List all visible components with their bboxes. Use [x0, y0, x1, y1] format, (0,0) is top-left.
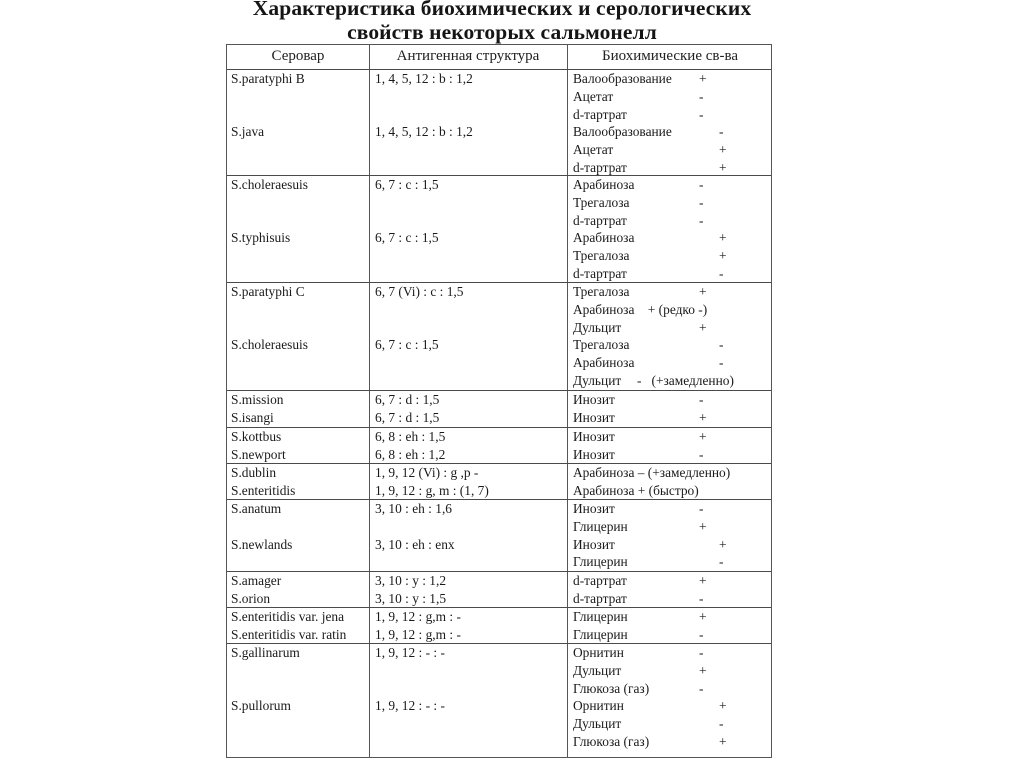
test-result: + [719, 733, 727, 749]
antigen-structure: 1, 9, 12 : g,m : - [375, 626, 461, 642]
biochemical-test [573, 319, 769, 337]
test-name: Дульцит [573, 662, 622, 678]
test-result: - [719, 265, 724, 281]
biochemical-test [573, 212, 769, 230]
test-name: Трегалоза [573, 194, 630, 210]
biochemical-test [573, 265, 769, 283]
header-serovar: Серовар [271, 48, 325, 64]
antigen-structure: 6, 7 : d : 1,5 [375, 409, 440, 425]
biochemical-list [573, 572, 769, 590]
serovar-name: S.dublin [231, 465, 277, 480]
biochemical-test [573, 283, 769, 301]
test-result: - [699, 177, 704, 192]
title-line-1: Характеристика биохимических и серологических [252, 0, 752, 20]
biochemical-test [573, 88, 769, 106]
test-result: - (+замедленно) [637, 372, 734, 388]
test-result: - [719, 554, 724, 570]
biochemical-list [573, 644, 769, 697]
antigen-structure: 6, 7 : c : 1,5 [375, 337, 439, 353]
test-name: Орнитин [573, 698, 624, 714]
test-result: + [719, 698, 727, 714]
test-name: Глюкоза (газ) [573, 680, 650, 696]
test-result: + [699, 573, 707, 588]
test-name: d-тартрат [573, 590, 627, 606]
test-result: - [719, 355, 724, 371]
test-result: - [699, 446, 704, 462]
test-result: + [699, 609, 707, 624]
biochemical-test [573, 194, 769, 212]
test-name: Арабиноза [573, 177, 635, 192]
biochemical-list [573, 500, 769, 536]
biochemical-test [573, 123, 769, 141]
biochemical-list [573, 428, 769, 446]
biochemical-list [573, 608, 769, 626]
biochemical-list [573, 697, 769, 750]
biochemical-test [573, 518, 769, 536]
antigen-structure: 1, 9, 12 : g, m : (1, 7) [375, 482, 489, 498]
serovar-name: S.mission [231, 392, 284, 407]
biochemical-test [573, 572, 769, 590]
biochemical-test [573, 482, 769, 500]
antigen-structure: 6, 7 : c : 1,5 [375, 230, 439, 246]
biochemical-test [573, 553, 769, 571]
test-name: Глицерин [573, 626, 628, 642]
biochemical-test [573, 354, 769, 372]
biochemical-list [573, 536, 769, 572]
antigen-structure: 1, 4, 5, 12 : b : 1,2 [375, 71, 473, 86]
test-name: Трегалоза [573, 284, 630, 299]
test-result: + [699, 71, 707, 86]
test-name: Трегалоза [573, 337, 630, 353]
biochemical-test [573, 536, 769, 554]
test-result: + [699, 284, 707, 299]
antigen-structure: 1, 9, 12 : g,m : - [375, 609, 461, 624]
biochemical-test [573, 464, 769, 482]
biochemical-list [573, 409, 769, 427]
biochemical-test [573, 662, 769, 680]
biochemical-list [573, 336, 769, 389]
test-result: - [699, 194, 704, 210]
salmonella-properties-table [226, 44, 772, 758]
test-name: Инозит [573, 392, 615, 407]
test-result: - [719, 716, 724, 732]
test-name: Валообразование [573, 124, 672, 140]
test-name: Дульцит [573, 319, 622, 335]
header-biochemical-properties: Биохимические св-ва [601, 48, 739, 64]
document-title [0, 0, 1004, 44]
serovar-name: S.choleraesuis [231, 337, 308, 353]
biochemical-test [573, 428, 769, 446]
test-name: Дульцит [573, 716, 622, 732]
test-name: Глицерин [573, 518, 628, 534]
biochemical-test [573, 446, 769, 464]
serovar-name: S.newlands [231, 536, 293, 552]
biochemical-test [573, 301, 769, 319]
test-name: Арабиноза [573, 355, 635, 371]
serovar-name: S.enteritidis [231, 482, 296, 498]
test-name: Трегалоза [573, 248, 630, 264]
test-result: - [699, 88, 704, 104]
test-name: Ацетат [573, 88, 614, 104]
biochemical-test [573, 372, 769, 390]
test-name: Глюкоза (газ) [573, 733, 650, 749]
test-result: + [699, 518, 707, 534]
test-name: d-тартрат [573, 573, 627, 588]
biochemical-test [573, 697, 769, 715]
biochemical-test [573, 229, 769, 247]
biochemical-list [573, 70, 769, 123]
serovar-name: S.choleraesuis [231, 177, 308, 192]
antigen-structure: 3, 10 : y : 1,5 [375, 590, 447, 606]
biochemical-test [573, 715, 769, 733]
test-name: Ацетат [573, 142, 614, 158]
test-name: Дульцит [573, 372, 622, 388]
biochemical-test [573, 106, 769, 124]
antigen-structure: 6, 8 : eh : 1,2 [375, 446, 446, 462]
antigen-structure: 1, 4, 5, 12 : b : 1,2 [375, 124, 473, 140]
test-result: - [699, 645, 704, 660]
test-result: + [699, 319, 707, 335]
biochemical-list [573, 464, 769, 482]
antigen-structure: 6, 7 : c : 1,5 [375, 177, 439, 192]
biochemical-test [573, 391, 769, 409]
test-name: Арабиноза + (быстро) [573, 482, 699, 498]
test-result: - [699, 106, 704, 122]
test-result: - [719, 337, 724, 353]
serovar-name: S.amager [231, 573, 282, 588]
test-name: Орнитин [573, 645, 624, 660]
biochemical-test [573, 644, 769, 662]
serovar-name: S.enteritidis var. ratin [231, 626, 347, 642]
biochemical-test [573, 608, 769, 626]
test-result: + [719, 536, 727, 552]
biochemical-list [573, 229, 769, 282]
test-name: Арабиноза – (+замедленно) [573, 465, 731, 480]
test-result: + [719, 248, 727, 264]
biochemical-list [573, 482, 769, 500]
biochemical-test [573, 409, 769, 427]
biochemical-list [573, 176, 769, 229]
test-name: Арабиноза + (редко -) [573, 301, 708, 317]
antigen-structure: 1, 9, 12 : - : - [375, 698, 445, 714]
test-result: - [699, 590, 704, 606]
test-name: Глицерин [573, 609, 628, 624]
biochemical-test [573, 70, 769, 88]
column-divider [369, 45, 370, 757]
serovar-name: S.paratyphi C [231, 284, 305, 299]
test-result: + [719, 142, 727, 158]
column-divider [567, 45, 568, 757]
serovar-name: S.kottbus [231, 429, 282, 444]
serovar-name: S.orion [231, 590, 271, 606]
test-result: + [719, 230, 727, 246]
test-name: d-тартрат [573, 265, 627, 281]
biochemical-list [573, 283, 769, 336]
test-result: + [719, 159, 727, 175]
test-name: Инозит [573, 446, 615, 462]
test-result: - [699, 392, 704, 407]
test-name: Инозит [573, 501, 615, 516]
test-result: + [699, 429, 707, 444]
antigen-structure: 1, 9, 12 (Vi) : g ,p - [375, 465, 479, 480]
biochemical-test [573, 590, 769, 608]
antigen-structure: 1, 9, 12 : - : - [375, 645, 445, 660]
header-antigen-structure: Антигенная структура [396, 48, 540, 64]
biochemical-list [573, 123, 769, 176]
biochemical-test [573, 247, 769, 265]
biochemical-list [573, 446, 769, 464]
serovar-name: S.typhisuis [231, 230, 291, 246]
serovar-name: S.java [231, 124, 265, 140]
test-name: Глицерин [573, 554, 628, 570]
biochemical-test [573, 336, 769, 354]
biochemical-test [573, 733, 769, 751]
biochemical-test [573, 141, 769, 159]
test-name: d-тартрат [573, 212, 627, 228]
test-name: Инозит [573, 429, 615, 444]
test-name: Арабиноза [573, 230, 635, 246]
antigen-structure: 6, 8 : eh : 1,5 [375, 429, 446, 444]
serovar-name: S.anatum [231, 501, 282, 516]
test-name: d-тартрат [573, 159, 627, 175]
test-result: + [699, 662, 707, 678]
antigen-structure: 3, 10 : y : 1,2 [375, 573, 447, 588]
test-name: Инозит [573, 409, 615, 425]
test-result: - [699, 501, 704, 516]
antigen-structure: 6, 7 (Vi) : c : 1,5 [375, 284, 464, 299]
serovar-name: S.paratyphi B [231, 71, 305, 86]
test-name: Инозит [573, 536, 615, 552]
test-result: - [699, 626, 704, 642]
biochemical-list [573, 391, 769, 409]
test-name: Валообразование [573, 71, 672, 86]
antigen-structure: 6, 7 : d : 1,5 [375, 392, 440, 407]
biochemical-test [573, 176, 769, 194]
test-result: - [719, 124, 724, 140]
antigen-structure: 3, 10 : eh : enx [375, 536, 455, 552]
serovar-name: S.pullorum [231, 698, 291, 714]
serovar-name: S.gallinarum [231, 645, 300, 660]
biochemical-test [573, 680, 769, 698]
biochemical-list [573, 626, 769, 644]
test-name: d-тартрат [573, 106, 627, 122]
biochemical-test [573, 626, 769, 644]
test-result: - [699, 680, 704, 696]
test-result: + [699, 409, 707, 425]
biochemical-list [573, 590, 769, 608]
biochemical-test [573, 500, 769, 518]
title-line-2: свойств некоторых сальмонелл [347, 20, 657, 44]
serovar-name: S.newport [231, 446, 286, 462]
test-result: - [699, 212, 704, 228]
antigen-structure: 3, 10 : eh : 1,6 [375, 501, 452, 516]
serovar-name: S.isangi [231, 409, 274, 425]
serovar-name: S.enteritidis var. jena [231, 609, 345, 624]
